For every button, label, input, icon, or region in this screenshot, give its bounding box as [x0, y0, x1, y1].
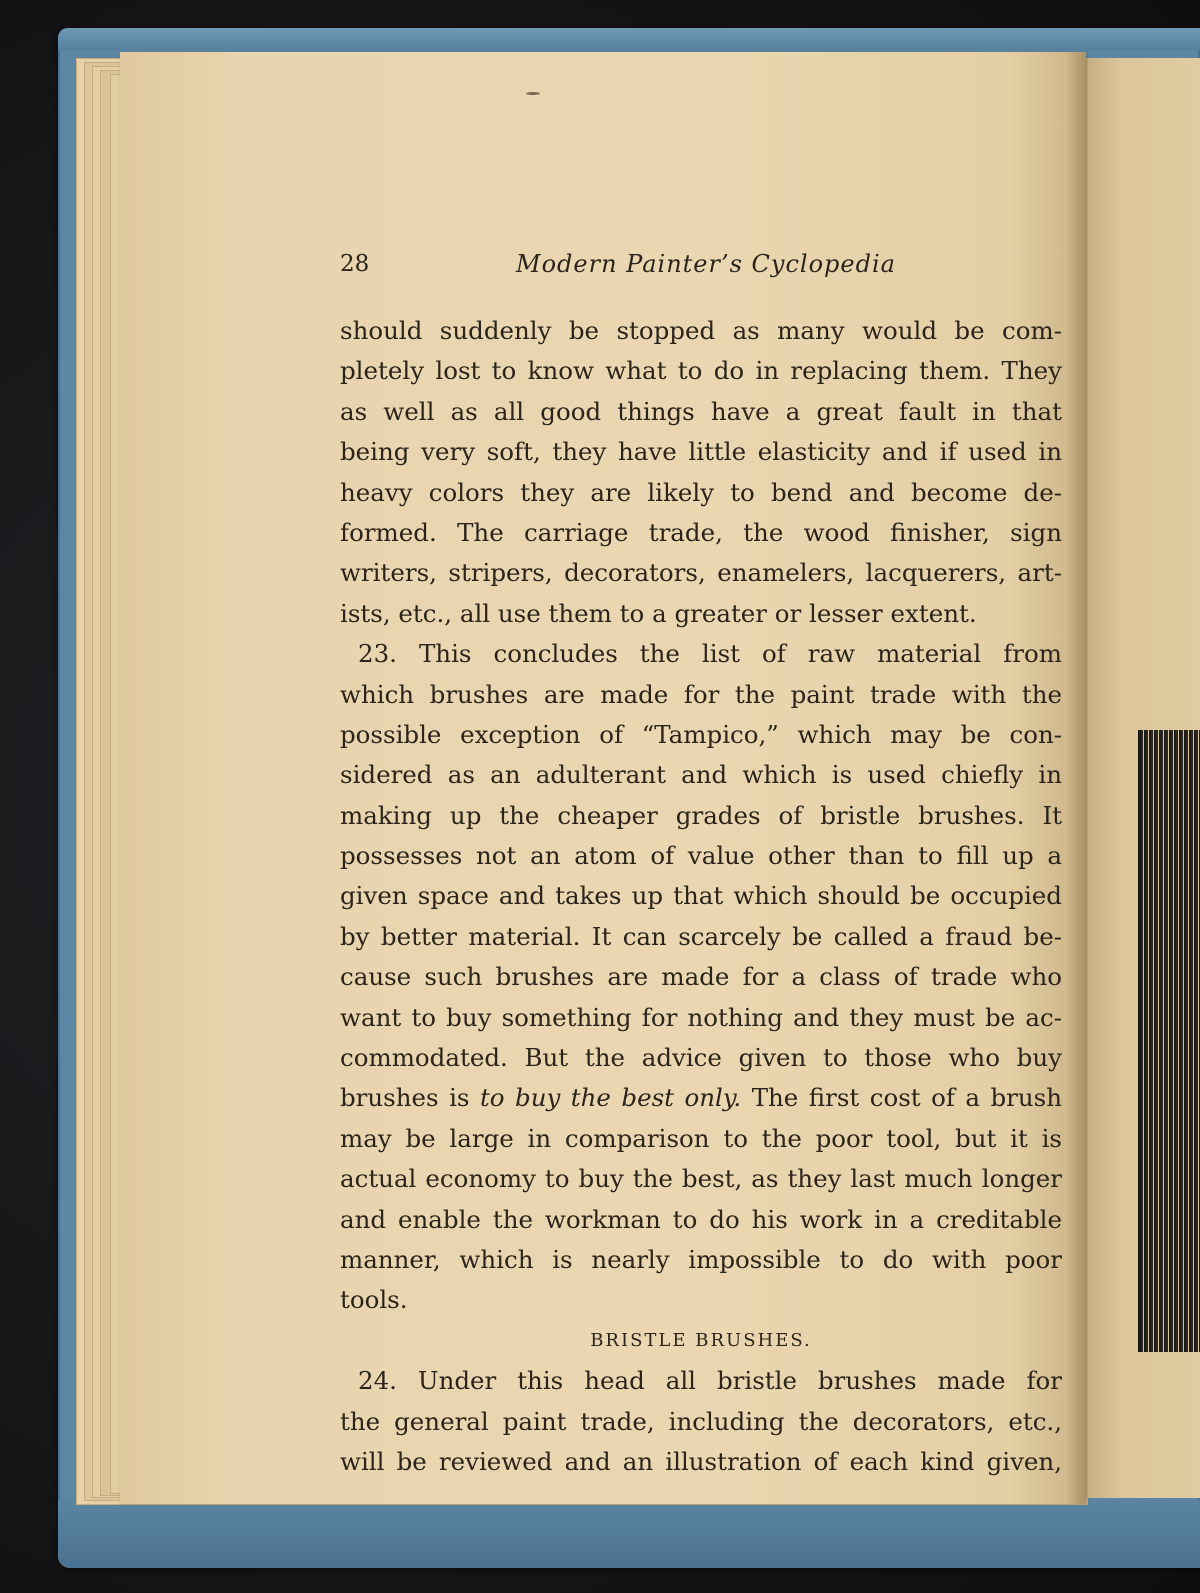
text-line: should suddenly be stopped as many would be com-: [340, 316, 1062, 345]
text-line: writers, stripers, decorators, enamelers, lacquerers, art-: [340, 558, 1062, 588]
text-line: given space and takes up that which should be occupied: [340, 881, 1062, 911]
text-line: and enable the workman to do his work in a creditable: [340, 1204, 1062, 1234]
text-line: may be large in comparison to the poor tool, but it is: [340, 1123, 1062, 1153]
text-line: actual economy to buy the best, as they last much longer: [340, 1164, 1062, 1194]
cover-bottom-edge: [58, 1500, 1200, 1568]
text-line: which brushes are made for the paint trade with the: [340, 679, 1062, 709]
text-line: will be reviewed and an illustration of each kind given,: [340, 1446, 1062, 1476]
text-line: possesses not an atom of value other than to fill up a: [340, 841, 1062, 871]
text-line: being very soft, they have little elasticity and if used in: [340, 437, 1062, 467]
page-number: 28: [340, 251, 370, 277]
text-line: cause such brushes are made for a class of trade who: [340, 962, 1062, 992]
text-line: sidered as an adulterant and which is used chiefly in: [340, 760, 1062, 790]
page-gutter-shadow: [1066, 52, 1086, 1504]
body-text: [340, 311, 1062, 1482]
running-head: [340, 246, 900, 286]
text-line: tools.: [340, 1285, 408, 1315]
text-line: possible exception of “Tampico,” which may be con-: [340, 719, 1062, 749]
text-line-with-emphasis: [340, 1078, 1062, 1118]
text-line: manner, which is nearly impossible to do with poor: [340, 1244, 1062, 1274]
paragraph-24-start: 24. Under this head all bristle brushes made for: [358, 1366, 1062, 1396]
print-speck: [526, 92, 540, 95]
paragraph-23-start: 23. This concludes the list of raw material from: [358, 639, 1062, 669]
text-line: formed. The carriage trade, the wood finisher, sign: [340, 517, 1062, 547]
text-line: the general paint trade, including the decorators, etc.,: [340, 1406, 1062, 1436]
running-title: Modern Painter’s Cyclopedia: [516, 250, 896, 278]
text-run: brushes is: [340, 1083, 480, 1113]
cover-top-edge: [58, 28, 1200, 50]
text-line: making up the cheaper grades of bristle brushes. It: [340, 800, 1062, 830]
section-heading: BRISTLE BRUSHES.: [590, 1329, 812, 1351]
emphasis-buy-the-best: to buy the best only.: [479, 1083, 742, 1113]
text-line: heavy colors they are likely to bend and become de-: [340, 477, 1062, 507]
text-run: The first cost of a brush: [741, 1083, 1062, 1113]
text-line: commodated. But the advice given to those who buy: [340, 1043, 1062, 1073]
text-line: ists, etc., all use them to a greater or lesser extent.: [340, 598, 977, 628]
text-line: as well as all good things have a great fault in that: [340, 396, 1062, 426]
text-line: pletely lost to know what to do in replacing them. They: [340, 356, 1062, 386]
facing-page-engraving: [1138, 730, 1200, 1352]
text-line: by better material. It can scarcely be called a fraud be-: [340, 921, 1062, 951]
text-line: want to buy something for nothing and they must be ac-: [340, 1002, 1062, 1032]
